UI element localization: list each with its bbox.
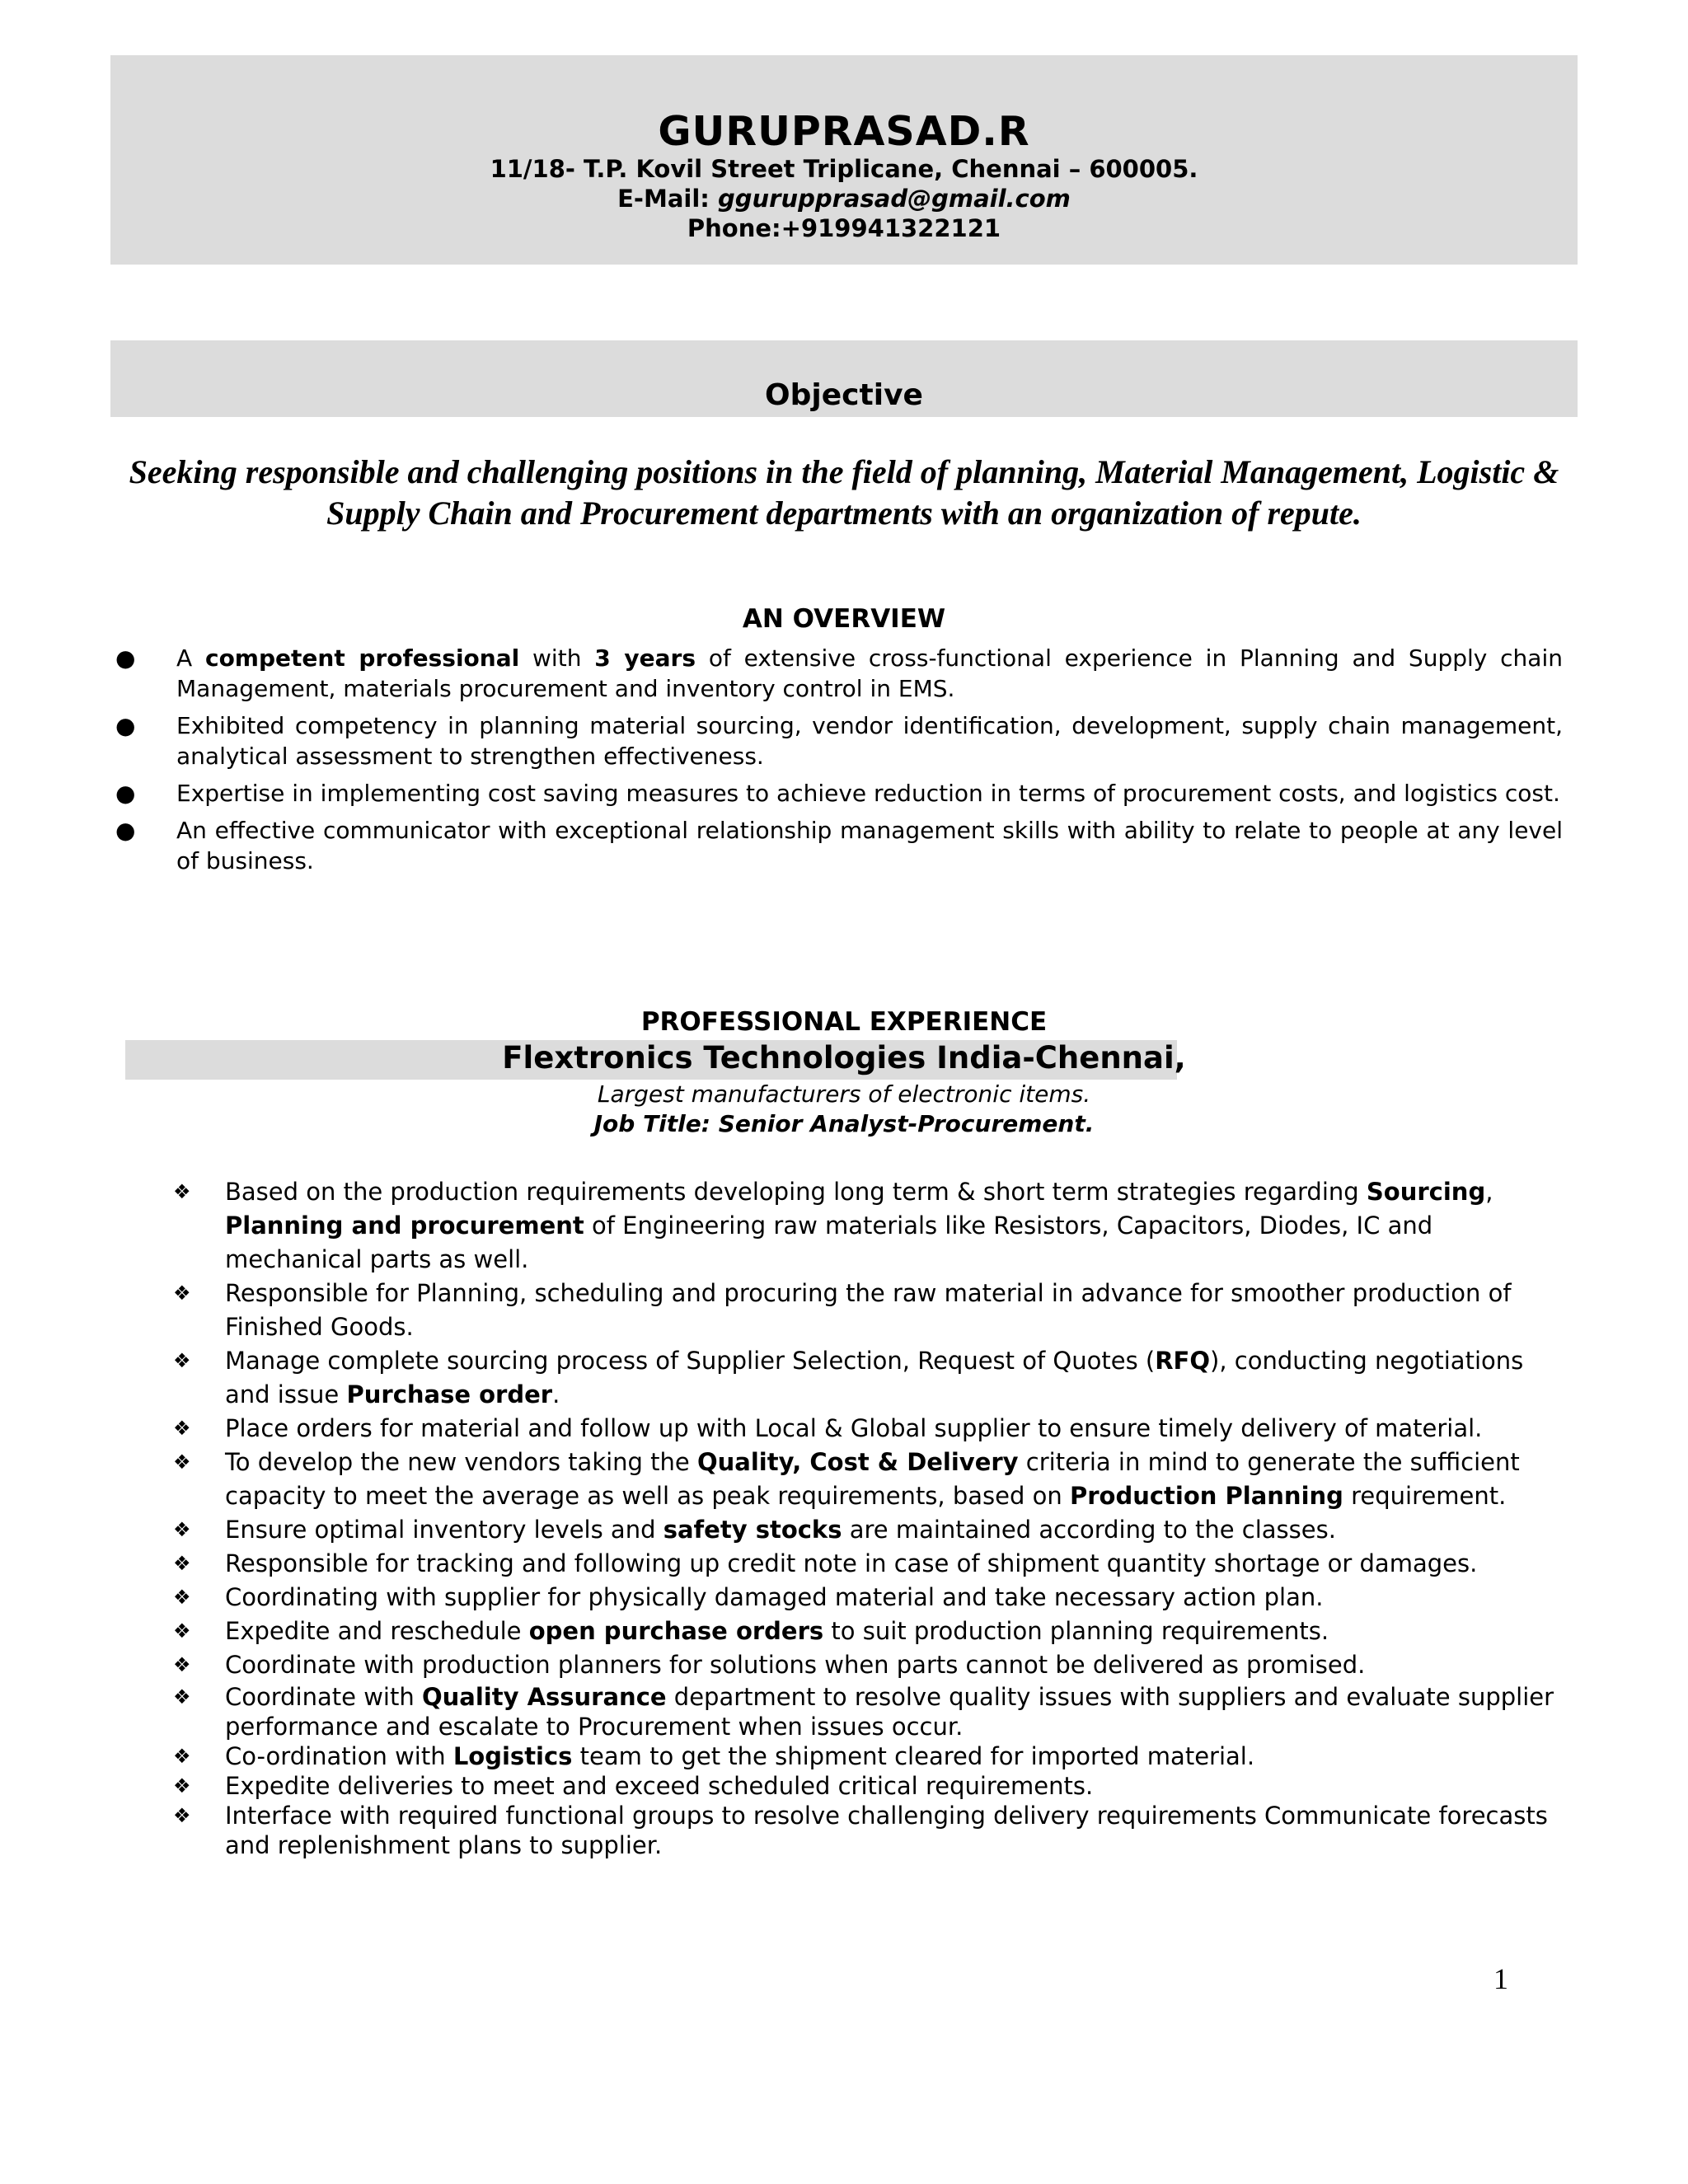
diamond-bullet-icon: ❖ <box>173 1349 191 1372</box>
diamond-bullet-icon: ❖ <box>173 1451 191 1474</box>
objective-header <box>110 340 1578 417</box>
experience-item: ❖ Expedite and reschedule open purchase orders to suit production planning requirements. <box>173 1615 1558 1648</box>
experience-item: ❖ Interface with required functional groups to resolve challenging delivery requirements Communicate forecasts and replenishment plans to supplier. <box>173 1802 1548 1859</box>
objective-text: Seeking responsible and challenging positions in the field of planning, Material Management, Logistic & Supply Chain and Procurement departments with an organization of repute. <box>129 453 1559 532</box>
experience-item: ❖ Responsible for tracking and following up credit note in case of shipment quantity shortage or damages. <box>173 1547 1558 1581</box>
candidate-name: GURUPRASAD.R <box>658 108 1030 155</box>
experience-item: ❖ Responsible for Planning, scheduling and procuring the raw material in advance for smoother production of Finished Goods. <box>173 1277 1558 1344</box>
diamond-bullet-icon: ❖ <box>173 1619 191 1643</box>
diamond-bullet-icon: ❖ <box>173 1518 191 1541</box>
diamond-bullet-icon: ❖ <box>173 1685 191 1708</box>
overview-item: ● A competent professional with 3 years of extensive cross-functional experience in Planning and Supply chain Management, materials procurement and inventory control in EMS. <box>115 644 1563 702</box>
experience-list <box>173 1175 1558 1860</box>
experience-title: PROFESSIONAL EXPERIENCE <box>640 1007 1048 1037</box>
email-line <box>110 184 1578 213</box>
experience-item: ❖ Manage complete sourcing process of Supplier Selection, Request of Quotes (RFQ), conducting negotiations and issue Purchase order. <box>173 1344 1558 1412</box>
header-box <box>110 55 1578 265</box>
diamond-bullet-icon: ❖ <box>173 1282 191 1305</box>
experience-item: ❖ Coordinating with supplier for physically damaged material and take necessary action plan. <box>173 1581 1558 1615</box>
experience-item: ❖ Based on the production requirements developing long term & short term strategies regarding Sourcing, Planning and procurement of Engineering raw materials like Resistors, Capacitors, Diodes, IC and mechanical parts as well. <box>173 1175 1558 1277</box>
diamond-bullet-icon: ❖ <box>173 1774 191 1797</box>
overview-item: ● Expertise in implementing cost saving measures to achieve reduction in terms of procurement costs, and logistics cost. <box>115 780 1560 807</box>
email-link[interactable]: ggurupprasad@gmail.com <box>718 184 1071 213</box>
overview-item: ● An effective communicator with exceptional relationship management skills with ability to relate to people at any level of business. <box>115 817 1563 874</box>
bullet-icon: ● <box>115 780 136 807</box>
experience-item: ❖ Coordinate with Quality Assurance department to resolve quality issues with suppliers and evaluate supplier performance and escalate to Procurement when issues occur. <box>173 1683 1554 1741</box>
diamond-bullet-icon: ❖ <box>173 1552 191 1575</box>
overview-list <box>115 643 1563 883</box>
bullet-icon: ● <box>115 817 136 844</box>
diamond-bullet-icon: ❖ <box>173 1653 191 1676</box>
bullet-icon: ● <box>115 644 136 672</box>
overview-title: AN OVERVIEW <box>742 604 946 634</box>
experience-item: ❖ To develop the new vendors taking the Quality, Cost & Delivery criteria in mind to generate the sufficient capacity to meet the average as well as peak requirements, based on Production Planning requirement. <box>173 1446 1558 1513</box>
bullet-icon: ● <box>115 712 136 739</box>
experience-item: ❖ Place orders for material and follow up with Local & Global supplier to ensure timely delivery of material. <box>173 1412 1558 1446</box>
diamond-bullet-icon: ❖ <box>173 1180 191 1203</box>
company-name: Flextronics Technologies India-Chennai, <box>502 1040 1186 1076</box>
experience-item: ❖ Ensure optimal inventory levels and safety stocks are maintained according to the classes. <box>173 1513 1558 1547</box>
experience-item: ❖ Co-ordination with Logistics team to get the shipment cleared for imported material. <box>173 1742 1255 1770</box>
diamond-bullet-icon: ❖ <box>173 1804 191 1827</box>
objective-title: Objective <box>765 378 923 412</box>
diamond-bullet-icon: ❖ <box>173 1745 191 1768</box>
email-label: E-Mail: <box>617 184 710 213</box>
experience-item: ❖ Coordinate with production planners for solutions when parts cannot be delivered as promised. <box>173 1648 1558 1682</box>
company-description: Largest manufacturers of electronic items. <box>597 1080 1091 1108</box>
phone: Phone:+919941322121 <box>687 213 1001 242</box>
diamond-bullet-icon: ❖ <box>173 1586 191 1609</box>
address: 11/18- T.P. Kovil Street Triplicane, Chennai – 600005. <box>490 154 1198 183</box>
diamond-bullet-icon: ❖ <box>173 1417 191 1440</box>
page-number: 1 <box>1493 1962 1508 1995</box>
experience-item: ❖ Expedite deliveries to meet and exceed scheduled critical requirements. <box>173 1772 1094 1800</box>
overview-item: ● Exhibited competency in planning material sourcing, vendor identification, development, supply chain management, analytical assessment to strengthen effectiveness. <box>115 712 1563 770</box>
job-title: Job Title: Senior Analyst-Procurement. <box>593 1110 1095 1137</box>
